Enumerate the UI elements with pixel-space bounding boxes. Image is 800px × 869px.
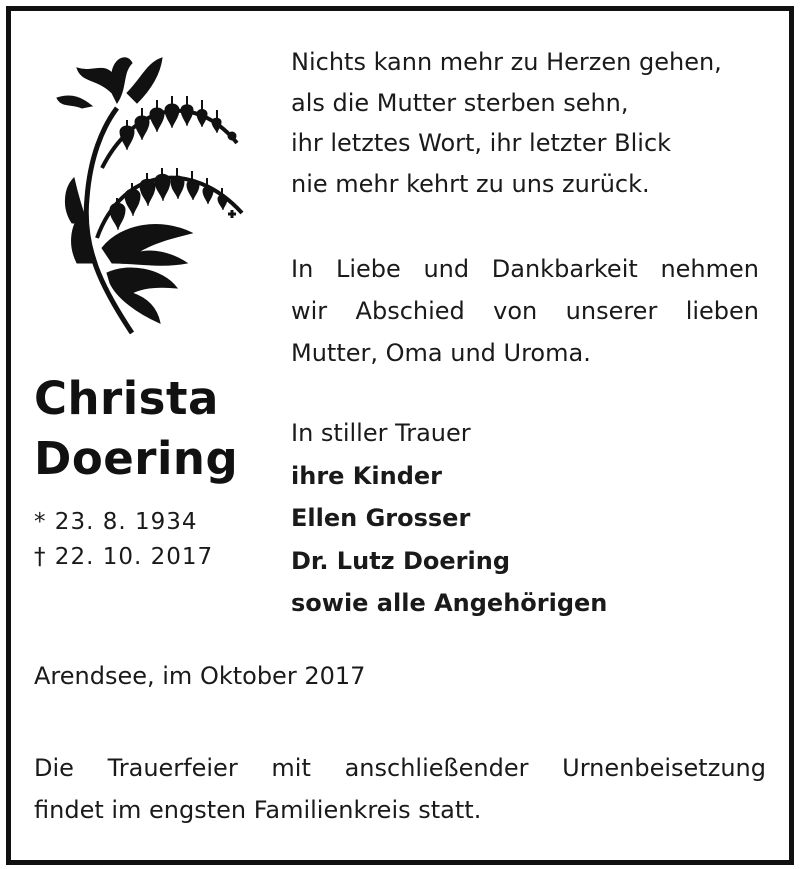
place-date: Arendsee, im Oktober 2017 bbox=[34, 662, 366, 690]
poem-line: Nichts kann mehr zu Herzen gehen, bbox=[291, 48, 722, 76]
mourner-name: Dr. Lutz Doering bbox=[291, 546, 510, 575]
mourner-name: ihre Kinder bbox=[291, 461, 442, 490]
mourners-intro: In stiller Trauer bbox=[291, 419, 471, 447]
word: anschließender bbox=[344, 754, 529, 782]
poem-line: als die Mutter sterben sehn, bbox=[291, 88, 629, 117]
word: Trauerfeier bbox=[107, 754, 238, 782]
poem bbox=[291, 42, 722, 204]
word: von bbox=[493, 297, 538, 325]
farewell-line-3: Mutter, Oma und Uroma. bbox=[291, 339, 591, 367]
poem-line: ihr letztes Wort, ihr letzter Blick bbox=[291, 129, 672, 157]
mourner-name: Ellen Grosser bbox=[291, 504, 471, 532]
funeral-notice bbox=[34, 747, 766, 831]
word: In bbox=[291, 255, 314, 283]
word: Liebe bbox=[335, 255, 401, 283]
word: wir bbox=[291, 297, 328, 325]
farewell-paragraph bbox=[291, 248, 759, 374]
bleeding-heart-flower-icon bbox=[42, 48, 257, 338]
notice-line-2: findet im engsten Familienkreis statt. bbox=[34, 796, 482, 824]
word: Die bbox=[34, 754, 74, 782]
farewell-line-1 bbox=[291, 248, 759, 290]
poem-line: nie mehr kehrt zu uns zurück. bbox=[291, 169, 650, 198]
word: nehmen bbox=[660, 255, 759, 283]
word: Urnenbeisetzung bbox=[562, 754, 766, 782]
deceased-last-name: Doering bbox=[34, 432, 239, 485]
word: Abschied bbox=[355, 297, 465, 325]
word: lieben bbox=[685, 297, 759, 325]
farewell-line-2 bbox=[291, 290, 759, 332]
mourner-name: sowie alle Angehörigen bbox=[291, 589, 608, 617]
word: Dankbarkeit bbox=[491, 255, 638, 283]
birth-date: * 23. 8. 1934 bbox=[34, 509, 198, 535]
word: unserer bbox=[565, 297, 658, 325]
notice-line-1 bbox=[34, 747, 766, 789]
mourners bbox=[291, 412, 607, 625]
death-date: † 22. 10. 2017 bbox=[34, 544, 214, 570]
word: und bbox=[423, 255, 470, 283]
word: mit bbox=[271, 754, 311, 782]
deceased-first-name: Christa bbox=[34, 372, 219, 425]
